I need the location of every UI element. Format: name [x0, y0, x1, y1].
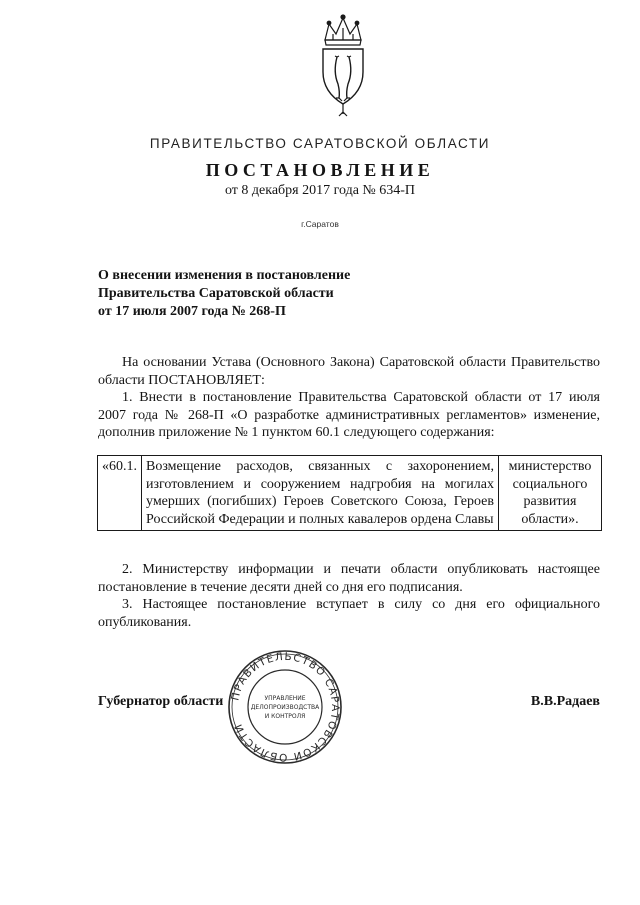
title-line-1: О внесении изменения в постановление: [98, 268, 351, 283]
body-text-continued: [98, 561, 600, 631]
item-2-paragraph: 2. Министерству информации и печати области опубликовать настоящее постановление в течение десяти дней со дня его подписания.: [98, 562, 600, 595]
table-cell-description: Возмещение расходов, связанных с захоронением, изготовлением и сооружением надгробия на могилах умерших (погибших) Героев Советского Союза, Героев Российской Федерации и полных кавалеров ордена Славы: [142, 456, 499, 531]
svg-text:ДЕЛОПРОИЗВОДСТВА: ДЕЛОПРОИЗВОДСТВА: [250, 704, 320, 711]
item-1-paragraph: 1. Внести в постановление Правительства Саратовской области от 17 июля 2007 года № 268-П «О разработке административных регламентов» изменение, дополнив приложение № 1 пунктом 60.1 следующего содержания:: [98, 390, 600, 440]
document-city: г.Саратов: [301, 219, 339, 229]
table-row: [98, 456, 602, 531]
body-text: [98, 354, 600, 442]
table-cell-number: «60.1.: [98, 456, 142, 531]
title-line-3: от 17 июля 2007 года № 268-П: [98, 304, 286, 319]
table-cell-responsible: министерство социального развития области».: [499, 456, 602, 531]
item-3-paragraph: 3. Настоящее постановление вступает в силу со дня его официального опубликования.: [98, 597, 600, 630]
official-stamp: [226, 648, 344, 766]
government-name: ПРАВИТЕЛЬСТВО САРАТОВСКОЙ ОБЛАСТИ: [149, 136, 491, 151]
svg-text:И КОНТРОЛЯ: И КОНТРОЛЯ: [264, 713, 306, 720]
coat-of-arms-icon: [303, 12, 383, 122]
title-line-2: Правительства Саратовской области: [98, 286, 334, 301]
preamble-paragraph: На основании Устава (Основного Закона) Саратовской области Правительство области ПОСТАНОВЛЯЕТ:: [98, 355, 600, 388]
signature-title: Губернатор области: [98, 694, 224, 709]
document-date: от 8 декабря 2017 года № 634-П: [224, 183, 416, 198]
document-title: [98, 267, 458, 321]
svg-text:УПРАВЛЕНИЕ: УПРАВЛЕНИЕ: [264, 695, 306, 702]
amendment-table: [97, 455, 602, 531]
signature-name: В.В.Радаев: [530, 694, 600, 709]
svg-text:ПРАВИТЕЛЬСТВО САРАТОВСКОЙ ОБЛА: ПРАВИТЕЛЬСТВО САРАТОВСКОЙ ОБЛАСТИ: [229, 650, 342, 764]
document-type: ПОСТАНОВЛЕНИЕ: [205, 160, 435, 180]
